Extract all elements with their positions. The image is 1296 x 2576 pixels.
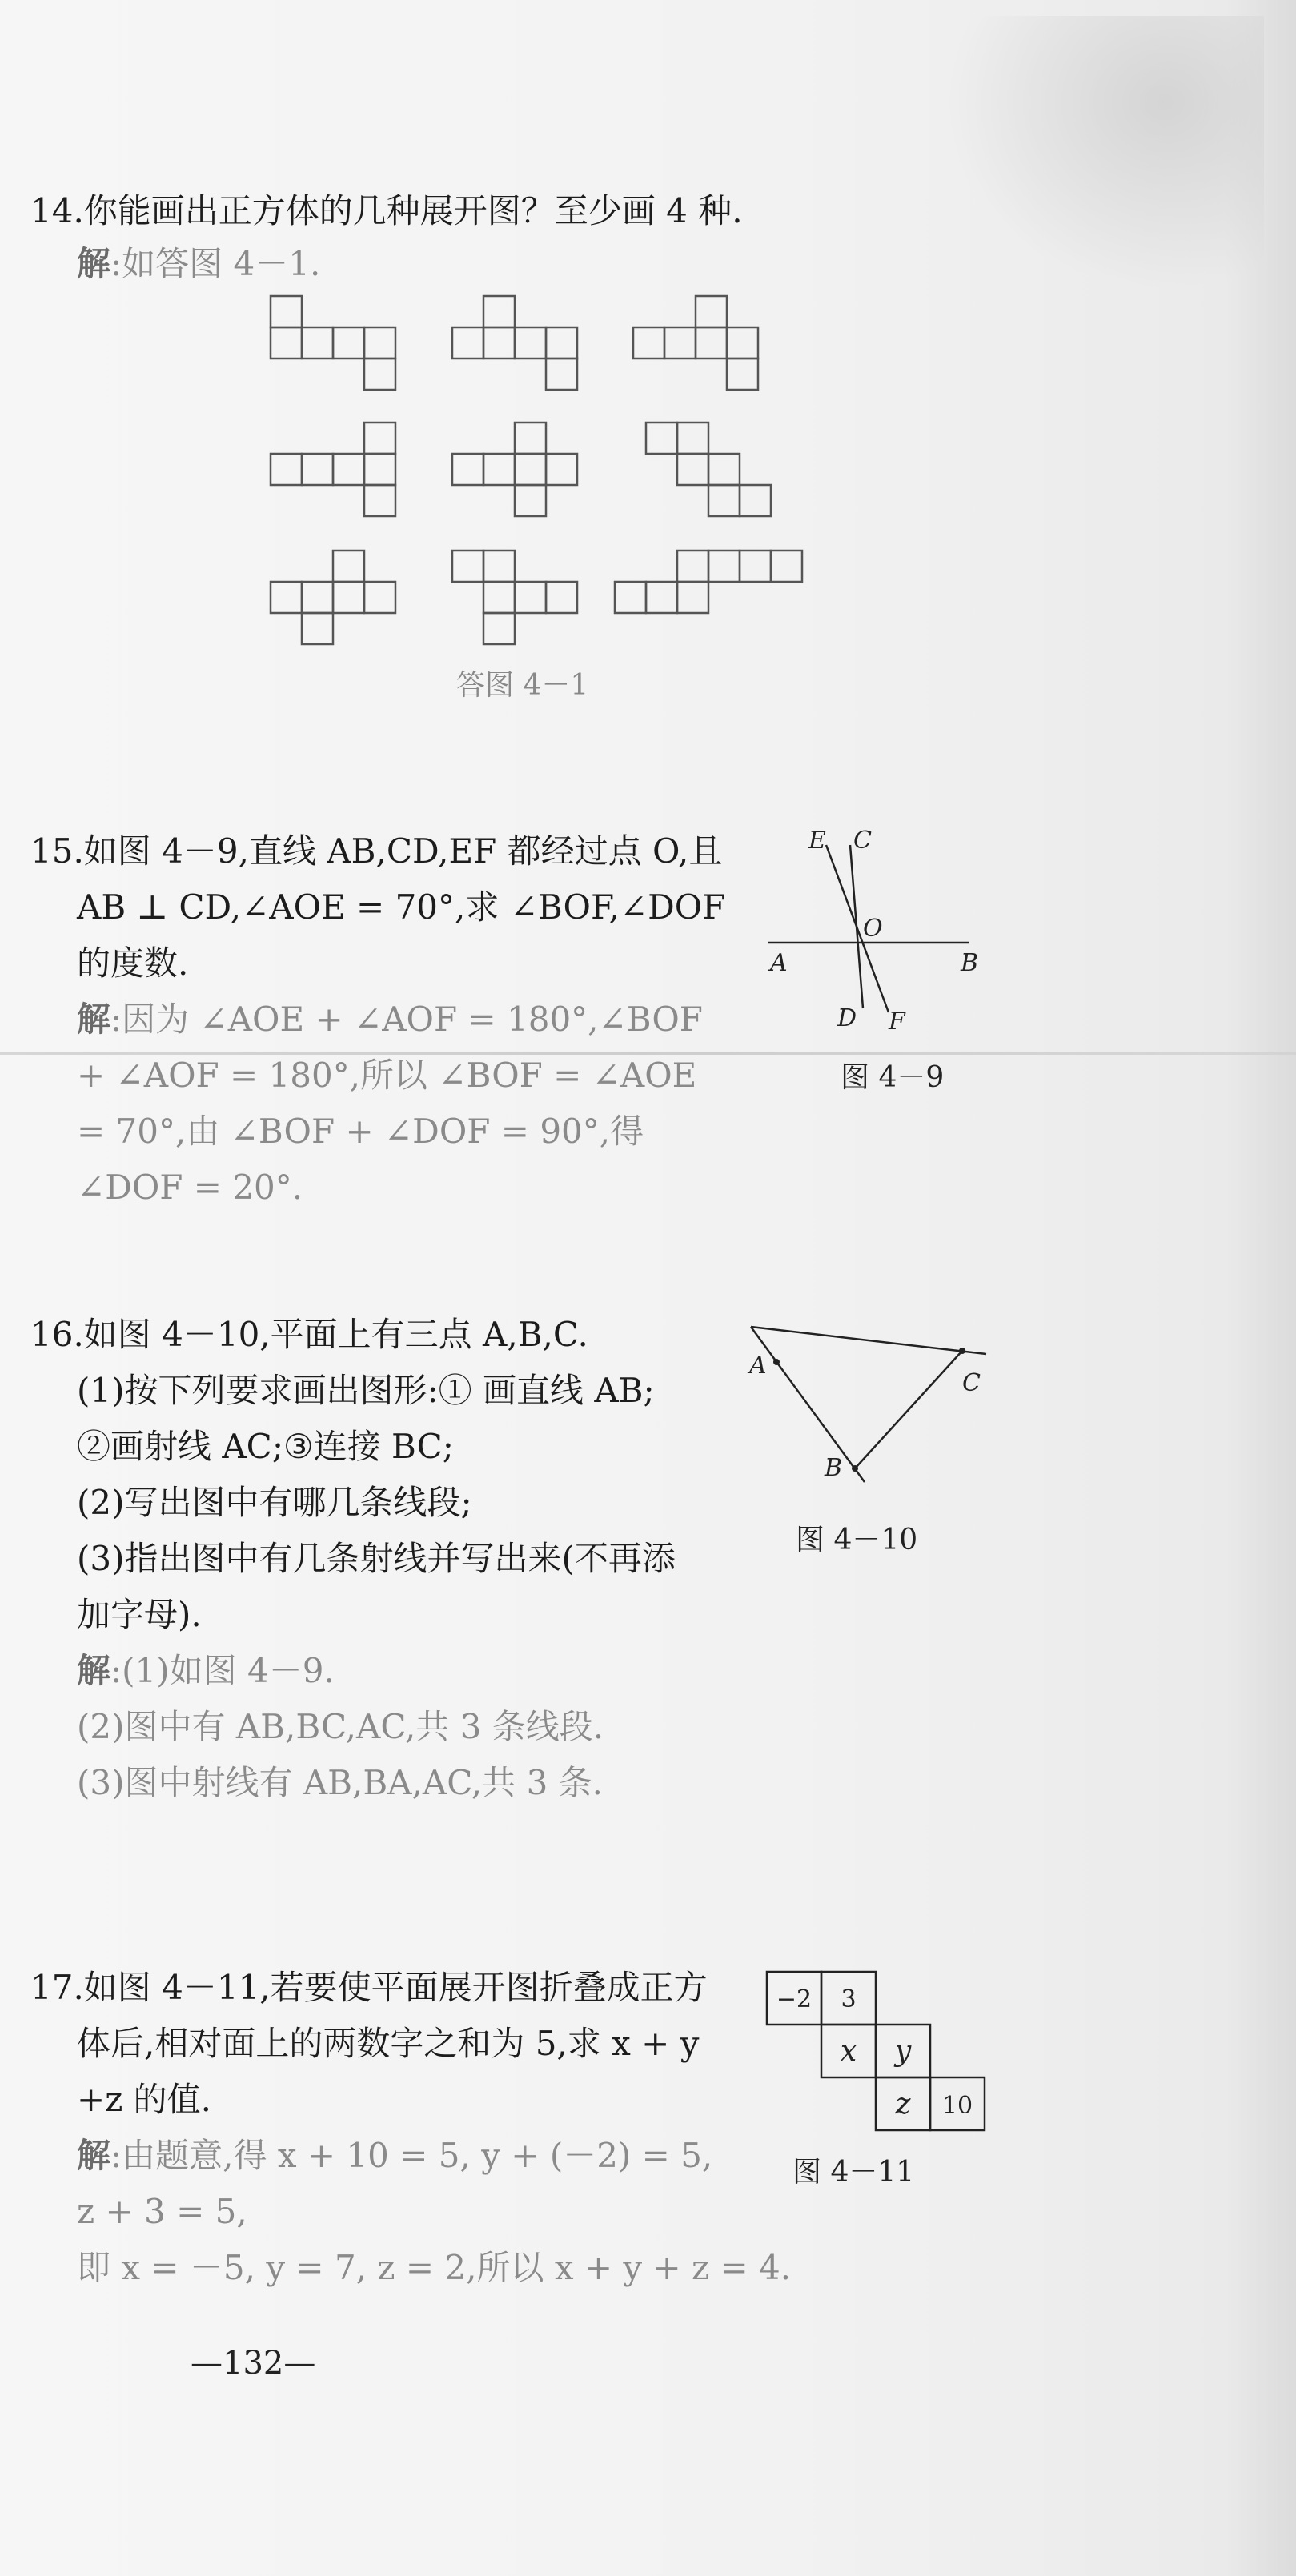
net-value-y: y	[894, 2035, 912, 2068]
answer-label: 解	[77, 244, 111, 283]
label-f: F	[889, 1008, 905, 1036]
cube-net-6	[646, 423, 771, 516]
segment-bc-drawn	[855, 1351, 962, 1468]
point-b	[852, 1465, 858, 1472]
net-value-z: z	[895, 2088, 911, 2121]
answer-label: 解	[77, 1651, 111, 1690]
answer-label: 解	[77, 1000, 111, 1039]
cube-net-5	[452, 423, 577, 516]
label-a: A	[749, 1352, 767, 1380]
figure-4-9	[752, 824, 985, 1036]
page-number: —132—	[191, 2345, 316, 2382]
p17-question-line-2: 体后,相对面上的两数字之和为 5,求 x + y	[77, 2024, 700, 2063]
p16-question-line-5: (3)指出图中有几条射线并写出来(不再添	[77, 1539, 676, 1578]
p14-question: 14.你能画出正方体的几种展开图？至少画 4 种.	[30, 191, 743, 230]
label-b: B	[961, 949, 979, 977]
p17-answer-line-3: 即 x = －5, y = 7, z = 2,所以 x + y + z = 4.	[77, 2248, 792, 2287]
label-d: D	[837, 1004, 857, 1032]
p16-answer-text-1: :(1)如图 4－9.	[110, 1651, 335, 1690]
cube-net-4	[271, 423, 395, 516]
label-c: C	[853, 827, 872, 855]
point-c	[959, 1348, 965, 1354]
p17-question-line-3: +z 的值.	[77, 2080, 212, 2119]
p16-answer-line-2: (2)图中有 AB,BC,AC,共 3 条线段.	[77, 1707, 604, 1746]
cube-net-7	[271, 551, 395, 644]
cube-net-8	[452, 551, 577, 644]
cube-net-2	[452, 296, 577, 390]
p15-question-line-1: 15.如图 4－9,直线 AB,CD,EF 都经过点 O,且	[30, 831, 723, 871]
cube-nets-figure	[0, 0, 1296, 720]
label-b: B	[825, 1454, 843, 1482]
cube-net-3	[633, 296, 758, 390]
p15-answer-line-3: = 70°,由 ∠BOF + ∠DOF = 90°,得	[77, 1112, 644, 1151]
cube-net-1	[271, 296, 395, 390]
p14-answer-text: :如答图 4－1.	[110, 244, 321, 283]
p16-question-line-6: 加字母).	[77, 1595, 202, 1634]
net-value-neg2: −2	[776, 1985, 813, 2013]
label-e: E	[808, 827, 826, 855]
figure-4-11	[765, 1970, 989, 2138]
p16-question-line-1: 16.如图 4－10,平面上有三点 A,B,C.	[30, 1315, 588, 1354]
figure-4-10	[736, 1312, 993, 1496]
p17-answer-line-1	[77, 2133, 712, 2178]
p16-question-line-3: ②画射线 AC;③连接 BC;	[77, 1427, 454, 1466]
p15-answer-line-4: ∠DOF = 20°.	[77, 1168, 303, 1207]
net-value-x: x	[840, 2035, 857, 2068]
p16-question-line-4: (2)写出图中有哪几条线段;	[77, 1483, 472, 1522]
p15-question-line-2: AB ⊥ CD,∠AOE = 70°,求 ∠BOF,∠DOF	[77, 887, 726, 927]
net-value-3: 3	[841, 1985, 857, 2013]
point-a	[773, 1359, 780, 1365]
p16-answer-line-3: (3)图中射线有 AB,BA,AC,共 3 条.	[77, 1763, 604, 1802]
p17-figure-caption: 图 4－11	[792, 2156, 915, 2189]
cube-net-9	[615, 551, 802, 613]
p15-answer-line-1	[77, 997, 703, 1042]
label-a: A	[770, 949, 788, 977]
label-o: O	[863, 915, 883, 943]
answer-label: 解	[77, 2136, 111, 2175]
p17-answer-line-2: z + 3 = 5,	[77, 2192, 247, 2231]
p17-question-line-1: 17.如图 4－11,若要使平面展开图折叠成正方	[30, 1968, 708, 2007]
p15-answer-line-2: + ∠AOF = 180°,所以 ∠BOF = ∠AOE	[77, 1056, 697, 1095]
line-ab-drawn	[751, 1327, 865, 1482]
p15-figure-caption: 图 4－9	[841, 1061, 945, 1094]
p14-figure-caption: 答图 4－1	[456, 669, 589, 702]
p17-answer-text-1: :由题意,得 x + 10 = 5, y + (－2) = 5,	[110, 2136, 713, 2175]
p15-question-line-3: 的度数.	[77, 943, 189, 983]
p15-answer-text-1: :因为 ∠AOE + ∠AOF = 180°,∠BOF	[110, 1000, 703, 1039]
label-c: C	[962, 1369, 981, 1397]
p16-figure-caption: 图 4－10	[796, 1524, 918, 1556]
p16-question-line-2: (1)按下列要求画出图形:① 画直线 AB;	[77, 1371, 655, 1410]
ray-ac-drawn	[751, 1327, 986, 1354]
net-value-10: 10	[941, 2092, 973, 2120]
p16-answer-line-1	[77, 1649, 335, 1693]
